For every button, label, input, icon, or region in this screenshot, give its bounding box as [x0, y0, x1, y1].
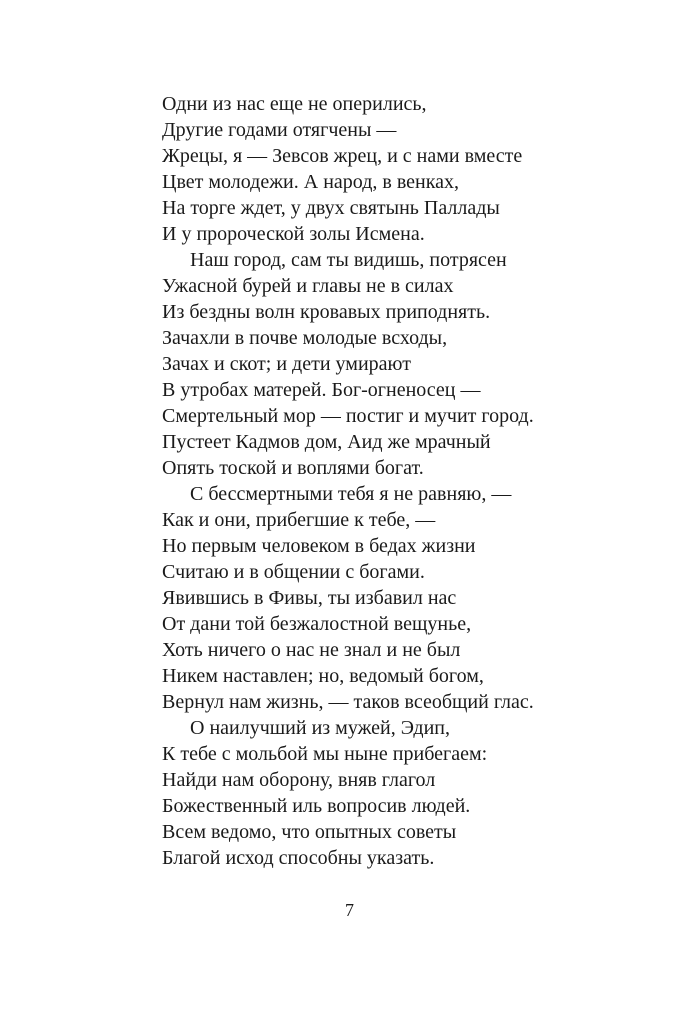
poem-line: Но первым человеком в бедах жизни	[162, 535, 476, 557]
poem-line: На торге ждет, у двух святынь Паллады	[162, 197, 500, 219]
poem-line: Цвет молодежи. А народ, в венках,	[162, 171, 460, 193]
poem-line: Жрецы, я — Зевсов жрец, и с нами вместе	[162, 145, 523, 167]
poem-line: Считаю и в общении с богами.	[162, 561, 425, 583]
poem-line: Найди нам оборону, вняв глагол	[162, 769, 436, 791]
poem-line: Благой исход способны указать.	[162, 847, 435, 869]
page-number: 7	[345, 900, 354, 920]
poem-line: В утробах матерей. Бог-огненосец —	[162, 379, 481, 401]
poem-line: Наш город, сам ты видишь, потрясен	[190, 249, 507, 271]
poem-line: О наилучший из мужей, Эдип,	[190, 717, 450, 739]
poem-line: Опять тоской и воплями богат.	[162, 457, 424, 479]
poem-line: Всем ведомо, что опытных советы	[162, 821, 457, 843]
poem-line: Ужасной бурей и главы не в силах	[162, 275, 454, 297]
poem-line: Одни из нас еще не оперились,	[162, 93, 427, 115]
poem-line: Вернул нам жизнь, — таков всеобщий глас.	[162, 691, 534, 713]
poem-line: Как и они, прибегшие к тебе, —	[162, 509, 436, 531]
poem-text	[162, 91, 642, 871]
poem-line: Пустеет Кадмов дом, Аид же мрачный	[162, 431, 491, 453]
poem-line: Зачах и скот; и дети умирают	[162, 353, 411, 375]
poem-line: Из бездны волн кровавых приподнять.	[162, 301, 491, 323]
poem-line: Божественный иль вопросив людей.	[162, 795, 471, 817]
poem-line: И у пророческой золы Исмена.	[162, 223, 425, 245]
poem-line: Хоть ничего о нас не знал и не был	[162, 639, 461, 661]
poem-line: Зачахли в почве молодые всходы,	[162, 327, 448, 349]
poem-line: Смертельный мор — постиг и мучит город.	[162, 405, 534, 427]
poem-line: С бессмертными тебя я не равняю, —	[190, 483, 512, 505]
poem-line: Явившись в Фивы, ты избавил нас	[162, 587, 457, 609]
poem-line: К тебе с мольбой мы ныне прибегаем:	[162, 743, 488, 765]
poem-line: От дани той безжалостной вещунье,	[162, 613, 472, 635]
poem-line: Никем наставлен; но, ведомый богом,	[162, 665, 484, 687]
poem-line: Другие годами отягчены —	[162, 119, 397, 141]
